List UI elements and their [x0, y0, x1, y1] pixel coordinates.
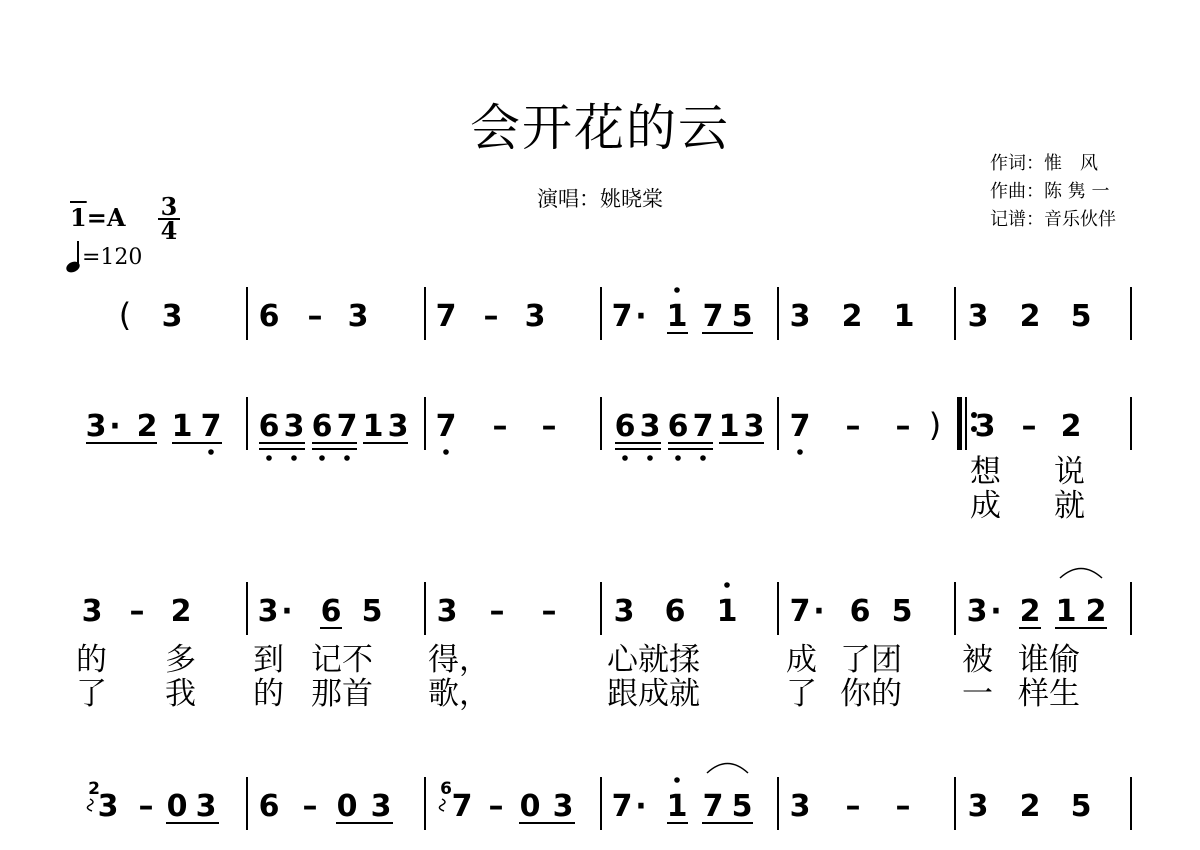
note: 0	[166, 789, 188, 824]
lyric-text: 被	[962, 642, 993, 678]
dash: –	[845, 409, 861, 444]
note: 7	[789, 409, 811, 444]
note: 1	[666, 789, 688, 824]
note: 5	[361, 594, 383, 629]
note: 3	[967, 299, 989, 334]
dash: –	[895, 789, 911, 824]
lyricist-credit: 作词：惟 风	[990, 153, 1098, 174]
note: 3	[743, 409, 765, 444]
note: 3	[613, 594, 635, 629]
lyric-text: 的	[76, 642, 107, 678]
tempo-value: =120	[82, 245, 143, 270]
grace-note-hook	[87, 799, 93, 811]
note: 5	[731, 299, 753, 334]
note: 1	[171, 409, 193, 444]
dash: –	[129, 594, 145, 629]
note: 3	[97, 789, 119, 824]
lyric-text: 谁偷	[1018, 642, 1080, 678]
high-octave-dot	[724, 582, 730, 588]
note: 6	[311, 409, 333, 444]
dash: –	[489, 594, 505, 629]
composer-credit: 作曲：陈 隽 一	[990, 181, 1110, 202]
low-octave-dot	[266, 455, 272, 461]
note: 1	[1055, 594, 1077, 629]
note: 5	[891, 594, 913, 629]
dash: –	[845, 789, 861, 824]
note: 1	[362, 409, 384, 444]
singer-credit: 演唱：姚晓棠	[537, 187, 663, 211]
low-octave-dot	[647, 455, 653, 461]
grace-note: 2	[88, 779, 100, 799]
dot: ·	[109, 409, 121, 444]
note: 1	[893, 299, 915, 334]
dot: ·	[281, 594, 293, 629]
lyric-text: 跟成就	[607, 676, 700, 712]
note: 3	[370, 789, 392, 824]
note: 3	[85, 409, 107, 444]
lyric-text: 那首	[311, 676, 373, 712]
note: 0	[336, 789, 358, 824]
note: 5	[1070, 789, 1092, 824]
note: 5	[731, 789, 753, 824]
low-octave-dot	[622, 455, 628, 461]
note: 3	[524, 299, 546, 334]
note: 1	[718, 409, 740, 444]
lyric-text: 成	[786, 642, 817, 678]
lyric-text: 说	[1054, 454, 1085, 490]
high-octave-dot	[674, 287, 680, 293]
note: 2	[170, 594, 192, 629]
note: 3	[967, 789, 989, 824]
dot: ·	[813, 594, 825, 629]
lyric-text: 歌，	[428, 676, 490, 712]
note: 7	[435, 409, 457, 444]
note: 3	[387, 409, 409, 444]
note: 5	[1070, 299, 1092, 334]
low-octave-dot	[208, 449, 214, 455]
dash: –	[492, 409, 508, 444]
note: 7	[200, 409, 222, 444]
note: 2	[1019, 789, 1041, 824]
note: 7	[336, 409, 358, 444]
low-octave-dot	[700, 455, 706, 461]
note: 2	[1019, 594, 1041, 629]
dash: –	[488, 789, 504, 824]
note: 3	[789, 789, 811, 824]
high-octave-dot	[674, 777, 680, 783]
note: 7	[702, 299, 724, 334]
dash: –	[483, 299, 499, 334]
note: 3	[966, 594, 988, 629]
lyric-text: 成	[970, 488, 1001, 524]
note: 3	[195, 789, 217, 824]
dot: ·	[635, 299, 647, 334]
dash: –	[541, 409, 557, 444]
lyric-text: 了团	[840, 642, 902, 678]
key-equals: =A	[86, 203, 126, 232]
low-octave-dot	[443, 449, 449, 455]
note: 1	[666, 299, 688, 334]
note: 6	[849, 594, 871, 629]
lyric-text: 得，	[428, 642, 490, 678]
note: 2	[841, 299, 863, 334]
low-octave-dot	[797, 449, 803, 455]
note: 6	[664, 594, 686, 629]
note: 3	[283, 409, 305, 444]
grace-note: 6	[440, 779, 452, 799]
note: 3	[436, 594, 458, 629]
note: 2	[1060, 409, 1082, 444]
dot: ·	[990, 594, 1002, 629]
note: 7	[692, 409, 714, 444]
note: 2	[136, 409, 158, 444]
note: 6	[258, 299, 280, 334]
note: 3	[161, 299, 183, 334]
grace-note-hook	[439, 799, 445, 811]
note: 2	[1019, 299, 1041, 334]
note: 3	[552, 789, 574, 824]
lyric-text: 想	[970, 454, 1001, 490]
lyric-text: 我	[165, 676, 196, 712]
song-title: 会开花的云	[470, 99, 730, 157]
note: 7	[789, 594, 811, 629]
low-octave-dot	[291, 455, 297, 461]
lyric-text: 记不	[311, 642, 373, 678]
note: 7	[702, 789, 724, 824]
note: 3	[81, 594, 103, 629]
lyric-text: 到	[253, 642, 284, 678]
dash: –	[1021, 409, 1037, 444]
lyric-text: 你的	[840, 676, 902, 712]
note: 6	[667, 409, 689, 444]
low-octave-dot	[319, 455, 325, 461]
note: 7	[611, 789, 633, 824]
note: 1	[716, 594, 738, 629]
note: 6	[614, 409, 636, 444]
note: 2	[1085, 594, 1107, 629]
note: 7	[611, 299, 633, 334]
key-degree: 1	[70, 203, 87, 232]
repeat-thick-line	[957, 397, 962, 450]
dash: –	[895, 409, 911, 444]
lyric-text: 了	[76, 676, 107, 712]
dash: –	[307, 299, 323, 334]
parenthesis: (	[118, 296, 132, 334]
note: 0	[519, 789, 541, 824]
lyric-text: 了	[786, 676, 817, 712]
note: 6	[258, 409, 280, 444]
note: 3	[789, 299, 811, 334]
note: 3	[257, 594, 279, 629]
lyric-text: 样生	[1018, 676, 1080, 712]
lyric-text: 多	[165, 642, 196, 678]
dash: –	[138, 789, 154, 824]
lyric-text: 心就揉	[607, 642, 700, 678]
dot: ·	[635, 789, 647, 824]
dash: –	[302, 789, 318, 824]
parenthesis: )	[928, 406, 942, 444]
time-signature-top: 3	[160, 192, 178, 221]
note: 6	[258, 789, 280, 824]
slur	[1060, 569, 1102, 579]
low-octave-dot	[344, 455, 350, 461]
note: 3	[974, 409, 996, 444]
lyric-text: 的	[253, 676, 284, 712]
slur	[707, 764, 748, 774]
note: 3	[347, 299, 369, 334]
dash: –	[541, 594, 557, 629]
note: 6	[320, 594, 342, 629]
lyric-text: 一	[962, 676, 993, 712]
note: 3	[639, 409, 661, 444]
transcriber-credit: 记谱：音乐伙伴	[990, 209, 1116, 230]
time-signature-bottom: 4	[160, 216, 178, 245]
note: 7	[451, 789, 473, 824]
note: 7	[435, 299, 457, 334]
low-octave-dot	[675, 455, 681, 461]
lyric-text: 就	[1054, 488, 1085, 524]
